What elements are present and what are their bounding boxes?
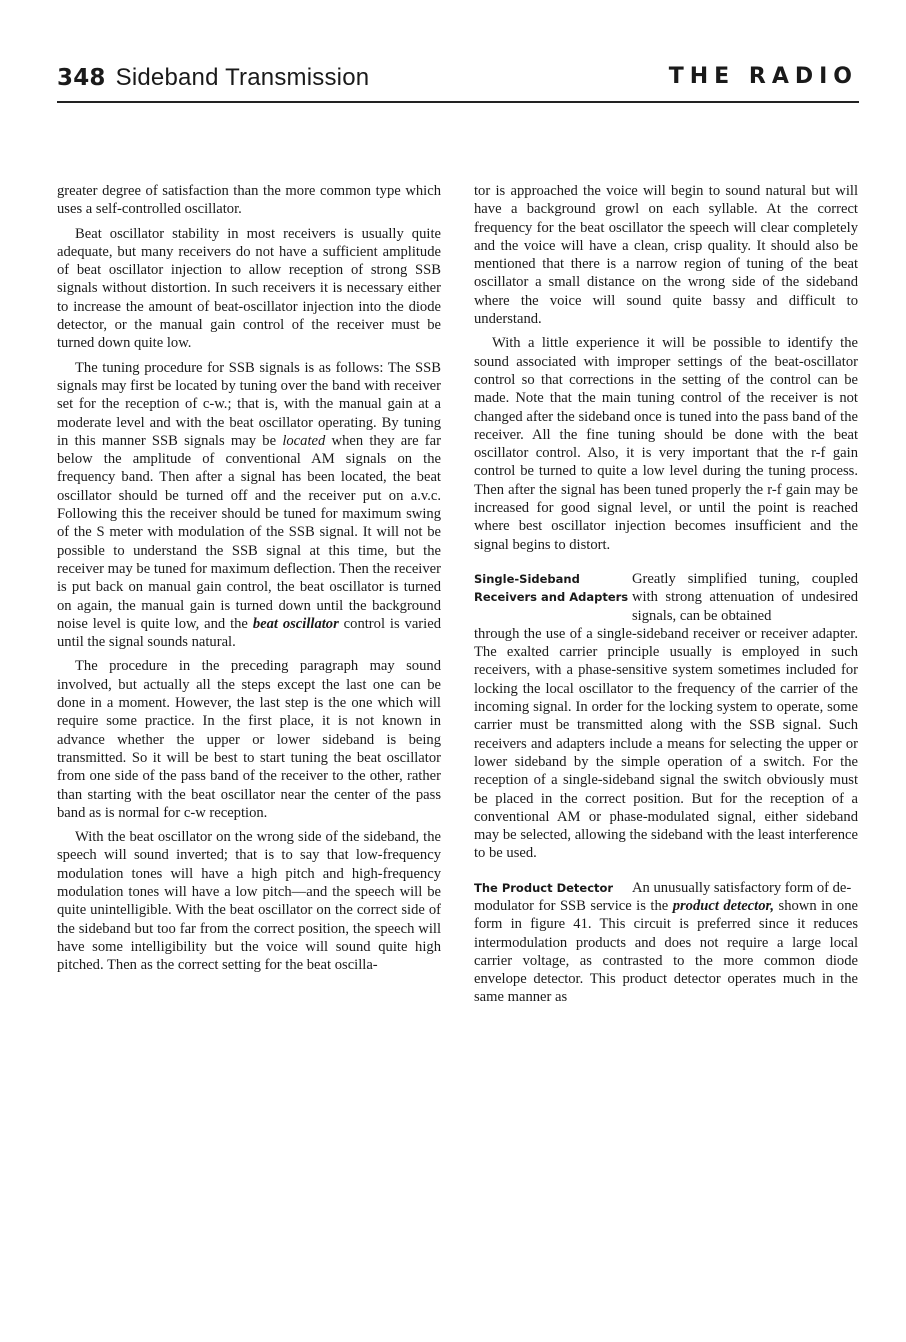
subsection-heading: The Product Detector <box>474 880 614 895</box>
paragraph: With the beat oscillator on the wrong side of the sideband, the speech will sound inverted; that is to say that low-frequency modulation tones will have a high pitch and high-frequency modulation tones will have a low pitch—and the speech will be quite unintelligible. With the beat oscillator on the correct side of the sideband but too far from the correct position, the speech will have some intelligibility but the voice will sound quite high pitched. Then as the correct setting for the beat oscilla- <box>57 829 441 974</box>
right-column <box>474 182 858 1013</box>
running-header <box>57 64 369 92</box>
book-title: THE RADIO <box>668 64 858 89</box>
paragraph: With a little experience it will be possible to identify the sound associated with improper settings of the beat-oscillator control so that corrections in the setting of the control can be made. Note that the main tuning control of the receiver is not changed after the sideband once is tuned into the pass band of the receiver. All the fine tuning should be done with the beat oscillator control. Also, it is very important that the r-f gain control be turned to quite a low level during the tuning process. Then after the signal has been tuned properly the r-f gain may be increased for good signal level, or until the point is reached where best oscillator injection becomes insufficient and the signal begins to distort. <box>474 335 858 553</box>
paragraph: modulator for SSB service is the product detector, shown in one form in figure 41. This circuit is preferred since it reduces intermodulation products and does not require a large local carrier voltage, as contrasted to the more common diode envelope detector. This product detector operates much in the same manner as <box>474 897 858 1006</box>
subsection-receivers-adapters <box>474 570 858 625</box>
paragraph: greater degree of satisfaction than the more common type which uses a self-controlled oscillator. <box>57 183 441 218</box>
left-column <box>57 182 441 980</box>
header-rule <box>57 101 859 103</box>
paragraph: The tuning procedure for SSB signals is as follows: The SSB signals may first be located by tuning over the band with receiver set for the reception of c-w.; that is, with the manual gain at a moderate level and with the beat oscillator operating. By tuning in this manner SSB signals may be located when they are far below the amplitude of conventional AM signals on the frequency band. Then after a signal has been located, the beat oscillator should be turned off and the receiver put on a.v.c. Following this the receiver should be tuned for maximum swing of the S meter with modulation of the SSB signal. It will not be possible to understand the SSB signal at this time, but the receiver may be tuned for maximum deflection. Then the receiver is put back on manual gain control, the beat oscillator is turned on again, the manual gain is turned down until the background noise level is quite low, and the beat oscillator control is varied until the signal sounds natural. <box>57 359 441 651</box>
paragraph: tor is approached the voice will begin to sound natural but will have a background growl on each syllable. At the correct frequency for the beat oscillator the speech will clear completely and the voice will have a clean, crisp quality. It should also be mentioned that there is a narrow region of tuning of the beat oscillator a small distance on the wrong side of the sideband where the voice will sound quite bassy and difficult to understand. <box>474 183 858 328</box>
paragraph: The procedure in the preceding paragraph may sound involved, but actually all the steps except the last one can be done in a moment. However, the last step is the one which will require some practice. In the first place, it is not known in advance whether the upper or lower sideband is being transmitted. So it will be best to start tuning the beat oscillator from one side of the pass band of the receiver to the other, rather than starting with the beat oscillator near the center of the pass band as is normal for c-w reception. <box>57 658 441 821</box>
paragraph: through the use of a single-sideband receiver or receiver adapter. The exalted carrier principle usually is employed in such receivers, with a phase-sensitive system sometimes included for locking the local oscillator to the frequency of the carrier of the incoming signal. In order for the locking system to operate, some carrier must be transmitted along with the SSB signal. Such receivers and adapters include a means for selecting the upper or lower sideband by the simple operation of a switch. For the reception of a single-sideband signal the switch obviously must be placed in the correct position. But for the reception of a conventional AM or phase-modulated signal, either sideband may be selected, allowing the sideband with the least interference to be used. <box>474 625 858 862</box>
subsection-lead: An unusually satisfactory form of de- <box>632 879 852 896</box>
subsection-heading: Single-Sideband Receivers and Adapters <box>474 571 629 605</box>
paragraph: Beat oscillator stability in most receivers is usually quite adequate, but many receivers do not have a sufficient amplitude of beat oscillator injection to allow reception of strong SSB signals without distortion. In such receivers it is necessary either to increase the amount of beat-oscillator injection into the diode detector, or the manual gain control of the receiver must be turned down quite low. <box>57 225 441 352</box>
subsection-lead: Greatly simplified tuning, coupled with strong attenuation of undesired signals, can be obtained <box>632 570 858 624</box>
subsection-product-detector <box>474 879 858 897</box>
page-number: 348 <box>57 65 106 91</box>
section-title: Sideband Transmission <box>115 64 370 91</box>
